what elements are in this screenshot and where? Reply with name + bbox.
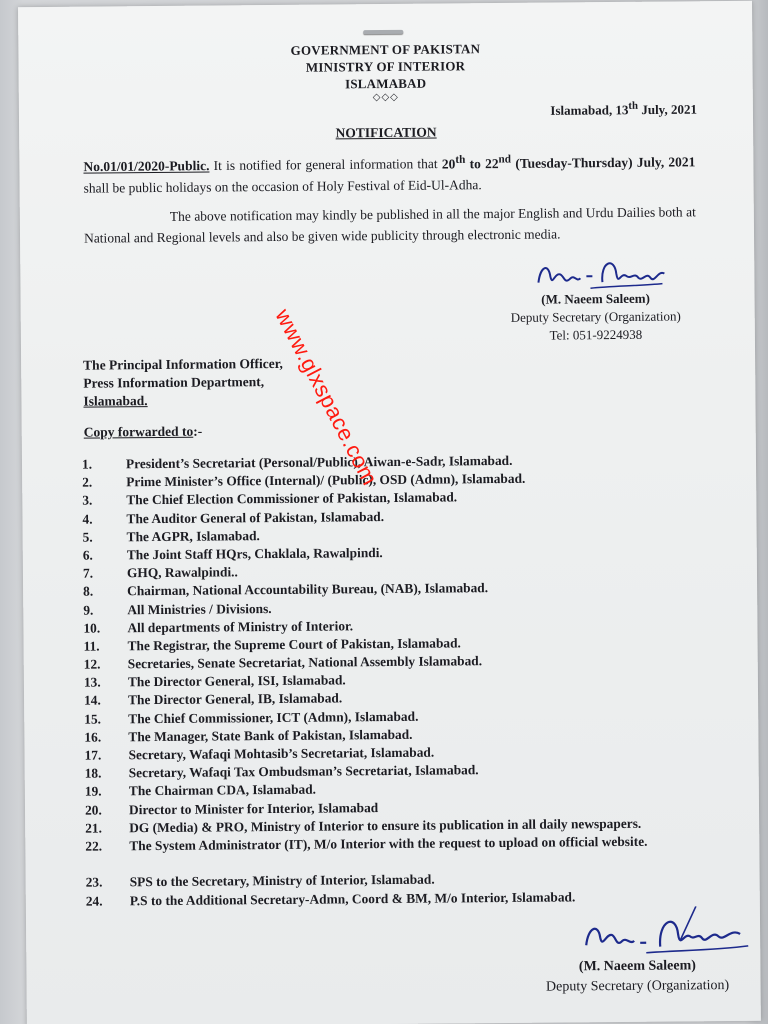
- copy-list-number: 13.: [83, 674, 101, 690]
- signatory-block-2: [522, 956, 752, 998]
- copy-list-number: 21.: [85, 820, 102, 836]
- copy-list-number: 3.: [82, 492, 93, 509]
- copy-list-number: 20.: [84, 802, 102, 818]
- copy-list-item: [85, 832, 745, 874]
- header-government: GOVERNMENT OF PAKISTAN: [290, 41, 481, 58]
- copy-list-text: Secretaries, Senate Secretariat, National Assembly Islamabad.: [127, 653, 483, 672]
- copy-list-number: 2.: [82, 474, 93, 490]
- notification-reference: No.01/01/2020-Public.: [83, 158, 210, 175]
- copy-list-text: The Chairman CDA, Islamabad.: [128, 782, 317, 799]
- copy-list-text: The Director General, IB, Islamabad.: [128, 690, 343, 708]
- header-ministry: MINISTRY OF INTERIOR: [305, 58, 466, 75]
- copy-forwarded-heading: Copy forwarded to:-: [83, 423, 203, 440]
- copy-list-text: All departments of Ministry of Interior.: [127, 617, 354, 635]
- addressee-line: Press Information Department,: [83, 374, 265, 391]
- copy-list-text: Secretary, Wafaqi Mohtasib’s Secretariat, Islamabad.: [128, 744, 435, 763]
- signatory-designation: Deputy Secretary (Organization): [510, 308, 681, 325]
- copy-list-number: 19.: [84, 783, 102, 800]
- header-city: ISLAMABAD: [344, 75, 427, 92]
- copy-list-number: 23.: [85, 874, 103, 890]
- copy-forwarded-list: [82, 450, 746, 910]
- copy-list-text: The Registrar, the Supreme Court of Pakistan, Islamabad.: [127, 635, 461, 654]
- copy-list-number: 8.: [83, 583, 94, 599]
- copy-list-text: The Chief Commissioner, ICT (Admn), Islamabad.: [128, 708, 419, 726]
- header-ornament: ◇◇◇: [372, 91, 399, 104]
- signatory-name: (M. Naeem Saleem): [541, 290, 650, 307]
- copy-list-number: 24.: [85, 893, 103, 909]
- addressee-block: [83, 355, 283, 411]
- notification-page: [18, 1, 761, 1024]
- copy-list-number: 4.: [82, 511, 93, 527]
- signatory-name: (M. Naeem Saleem): [578, 958, 696, 975]
- copy-list-text: Chairman, National Accountability Bureau, (NAB), Islamabad.: [127, 580, 489, 599]
- addressee-line: The Principal Information Officer,: [83, 355, 283, 373]
- copy-list-text: The Joint Staff HQrs, Chaklala, Rawalpindi.: [126, 544, 383, 563]
- copy-list-text: The Director General, ISI, Islamabad.: [127, 672, 346, 690]
- copy-list-text: DG (Media) & PRO, Ministry of Interior to ensure its publication in all daily newspapers.: [129, 815, 642, 836]
- copy-list-text: The Auditor General of Pakistan, Islamabad.: [126, 508, 385, 526]
- copy-list-number: 22.: [85, 838, 103, 854]
- copy-list-text: Secretary, Wafaqi Tax Ombudsman’s Secretariat, Islamabad.: [128, 762, 479, 781]
- signatory-block-1: [491, 289, 701, 345]
- holiday-dates: 20th to 22nd (Tuesday-Thursday) July, 2021: [441, 152, 696, 172]
- copy-list-number: 7.: [82, 565, 94, 581]
- copy-list-text: Prime Minister’s Office (Internal)/ (Public), OSD (Admn), Islamabad.: [126, 470, 526, 490]
- signatory-designation: Deputy Secretary (Organization): [545, 978, 730, 995]
- addressee-line: Islamabad.: [83, 393, 148, 409]
- copy-list-number: 1.: [81, 456, 93, 472]
- copy-list-text: Director to Minister for Interior, Islamabad: [128, 799, 379, 817]
- copy-list-number: 18.: [84, 765, 102, 781]
- copy-list-number: 15.: [84, 711, 102, 727]
- copy-list-text: The Manager, State Bank of Pakistan, Islamabad.: [128, 726, 413, 745]
- copy-list-text: The AGPR, Islamabad.: [126, 527, 260, 545]
- copy-list-number: 10.: [83, 620, 101, 636]
- copy-list-number: 17.: [84, 747, 102, 763]
- copy-list-number: 11.: [83, 638, 100, 654]
- copy-list-number: 5.: [82, 529, 93, 545]
- copy-list-text: GHQ, Rawalpindi..: [126, 564, 238, 581]
- copy-list-number: 6.: [82, 547, 93, 563]
- copy-list-text: The Chief Election Commissioner of Pakistan, Islamabad.: [126, 489, 458, 508]
- issue-date: Islamabad, 13th July, 2021: [550, 99, 697, 118]
- copy-list-number: 16.: [84, 729, 102, 745]
- copy-list-number: 9.: [83, 602, 94, 618]
- signatory-telephone: Tel: 051-9224938: [549, 326, 643, 343]
- notification-paragraph: No.01/01/2020-Public. It is notified for general information that 20th to 22nd (Tuesday-Thursday) July, 2021 shall be public holidays on the occasion of Holy Festival of Eid-Ul-Adha.: [83, 152, 696, 196]
- watermark-text: www.glxspace.com: [270, 304, 383, 490]
- copy-list-text: The System Administrator (IT), M/o Interior with the request to upload on official website.: [129, 833, 648, 854]
- publication-paragraph: The above notification may kindly be published in all the major English and Urdu Dailies both at National and Regional levels and also be given wide publicity through electronic media.: [83, 204, 696, 246]
- staple-mark: [363, 30, 403, 34]
- copy-list-text: SPS to the Secretary, Ministry of Interior, Islamabad.: [129, 871, 435, 890]
- notification-title: NOTIFICATION: [335, 124, 437, 141]
- copy-list-number: 14.: [84, 692, 101, 709]
- copy-list-text: P.S to the Additional Secretary-Admn, Coord & BM, M/o Interior, Islamabad.: [129, 888, 576, 908]
- copy-list-text: President’s Secretariat (Personal/Public), Aiwan-e-Sadr, Islamabad.: [125, 452, 513, 472]
- copy-list-number: 12.: [83, 656, 101, 672]
- copy-list-text: All Ministries / Divisions.: [127, 600, 272, 617]
